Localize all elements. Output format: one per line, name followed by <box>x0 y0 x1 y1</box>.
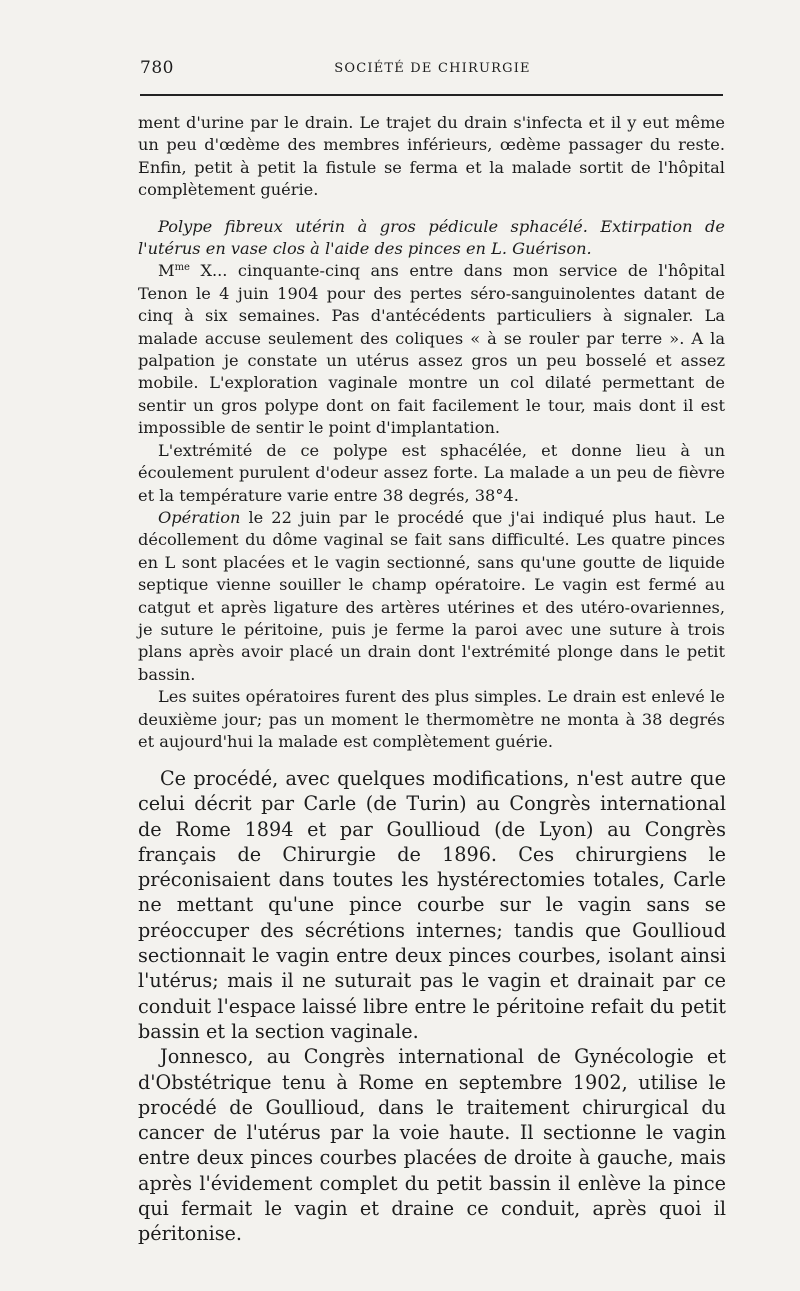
patient-history: X... cinquante-cinq ans entre dans mon service de l'hôpital Tenon le 4 juin 1904 pour des pertes séro-sanguinolentes datant de cinq à six semaines. Pas d'antécédents particuliers à signaler. La malade accuse seulement des coliques « à se rouler par terre ». A la palpation je constate un utérus assez gros un peu bosselé et assez mobile. L'exploration vaginale montre un col dilaté permettant de sentir un gros polype dont on fait facilement le tour, mais dont il est impossible de sentir le point d'implantation. <box>138 261 725 438</box>
case-heading: Polype fibreux utérin à gros pédicule sphacélé. Extirpation de l'utérus en vase clos à l'aide des pinces en L. Guérison. <box>138 216 725 259</box>
paragraph-carle-goullioud: Ce procédé, avec quelques modifications, n'est autre que celui décrit par Carle (de Turin) au Congrès international de Rome 1894 et par Goullioud (de Lyon) au Congrès français de Chirurgie de 1896. Ces chirurgiens le préconisaient dans toutes les hystérectomies totales, Carle ne mettant qu'une pince courbe sur le vagin sans se préoccuper des sécrétions internes; tandis que Goullioud sectionnait le vagin entre deux pinces courbes, isolant ainsi l'utérus; mais il ne suturait pas le vagin et drainait par ce conduit l'espace laissé libre entre le péritoine refait du petit bassin et la section vaginale. <box>138 767 726 1043</box>
paragraph-findings: L'extrémité de ce polype est sphacélée, et donne lieu à un écoulement purulent d'odeur assez forte. La malade a un peu de fièvre et la température varie entre 38 degrés, 38°4. <box>138 440 725 505</box>
discussion-section <box>138 766 726 1247</box>
running-title: SOCIÉTÉ DE CHIRURGIE <box>334 61 531 76</box>
title-abbrev: M <box>158 261 175 281</box>
paragraph-jonnesco: Jonnesco, au Congrès international de Gynécologie et d'Obstétrique tenu à Rome en septembre 1902, utilise le procédé de Goullioud, dans le traitement chirurgical du cancer de l'utérus par la voie haute. Il sectionne le vagin entre deux pinces courbes placées de droite à gauche, mais après l'évidement complet du petit bassin il enlève la pince qui fermait le vagin et draine ce conduit, après quoi il péritonise. <box>138 1045 726 1246</box>
operation-text: le 22 juin par le procédé que j'ai indiqué plus haut. Le décollement du dôme vaginal se fait sans difficulté. Les quatre pinces en L sont placées et le vagin sectionné, sans qu'une goutte de liquide septique vienne souiller le champ opératoire. Le vagin est fermé au catgut et après ligature des artères utérines et des utéro-ovariennes, je suture le péritoine, puis je ferme la paroi avec une suture à trois plans après avoir placé un drain dont l'extrémité plonge dans le petit bassin. <box>138 507 725 684</box>
page-header <box>140 58 725 82</box>
paragraph-continuation: ment d'urine par le drain. Le trajet du drain s'infecta et il y eut même un peu d'œdème des membres inférieurs, œdème passager du reste. Enfin, petit à petit la fistule se ferma et la malade sortit de l'hôpital complètement guérie. <box>138 113 725 200</box>
header-rule <box>140 94 723 96</box>
paragraph-operation <box>138 507 725 686</box>
case-report-section <box>138 112 725 753</box>
paragraph-patient <box>138 260 725 439</box>
page-number: 780 <box>140 58 174 78</box>
paragraph-outcome: Les suites opératoires furent des plus simples. Le drain est enlevé le deuxième jour; pas un moment le thermomètre ne monta à 38 degrés et aujourd'hui la malade est complètement guérie. <box>138 687 725 751</box>
title-superscript: me <box>174 262 190 274</box>
operation-label: Opération <box>158 507 241 527</box>
